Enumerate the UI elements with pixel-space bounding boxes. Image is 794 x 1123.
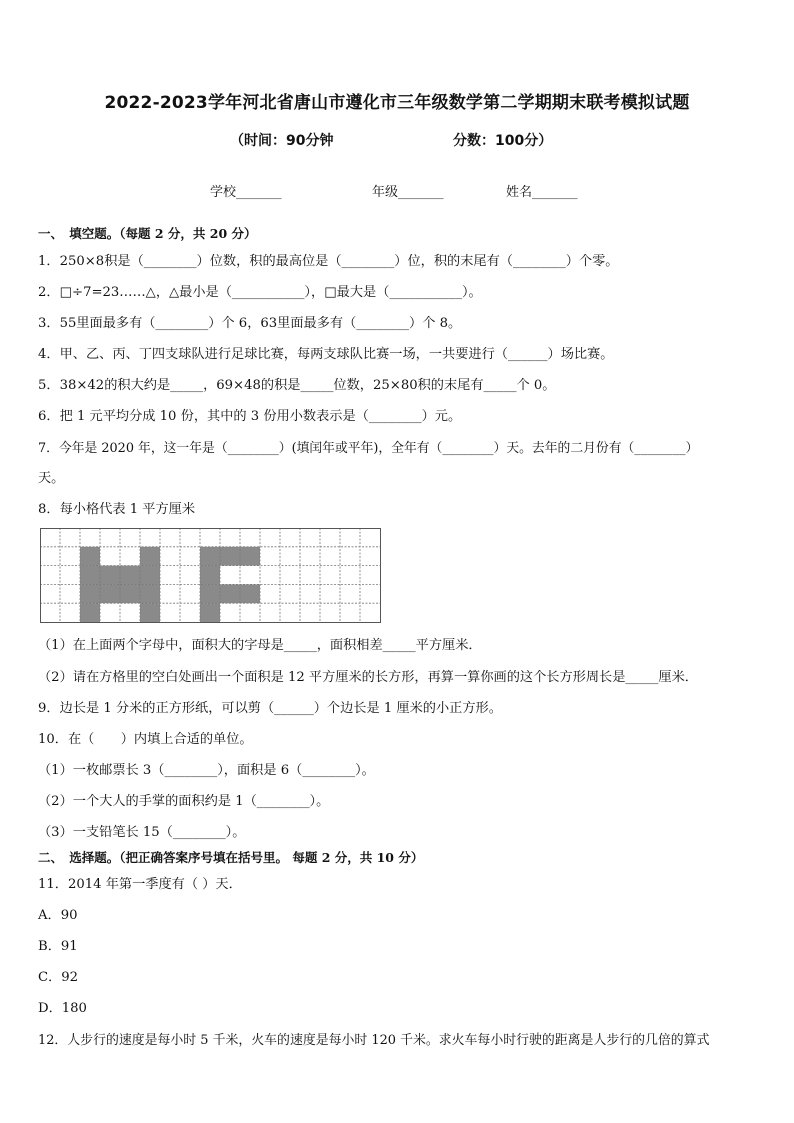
question-10-part-2: （2）一个大人的手掌的面积约是 1（________）。 — [38, 794, 330, 809]
square-grid-figure — [40, 528, 382, 624]
option-d: D．180 — [38, 1001, 87, 1016]
letter-cell — [100, 566, 120, 585]
question-6: 6．把 1 元平均分成 10 份，其中的 3 份用小数表示是（________）元。 — [38, 409, 462, 424]
letter-cell — [120, 566, 140, 585]
school-field: 学校_______ — [210, 185, 282, 200]
name-field: 姓名_______ — [506, 185, 578, 200]
question-8-part-1: （1）在上面两个字母中，面积大的字母是_____，面积相差_____平方厘米． — [38, 638, 482, 653]
section-heading-fill-in: 一、 填空题。（每题 2 分，共 20 分） — [38, 226, 257, 241]
letter-cell — [80, 566, 100, 585]
letter-cell — [140, 603, 160, 622]
exam-score: 分数：100分） — [453, 133, 553, 149]
question-12: 12．人步行的速度是每小时 5 千米，火车的速度是每小时 120 千米。求火车每小时行驶的距离是人步行的几倍的算式 — [38, 1033, 710, 1048]
letter-cell — [200, 603, 220, 622]
question-4: 4．甲、乙、丙、丁四支球队进行足球比赛，每两支球队比赛一场，一共要进行（______）场比赛。 — [38, 347, 614, 362]
question-10-part-1: （1）一枚邮票长 3（________），面积是 6（________）。 — [38, 763, 375, 778]
letter-cell — [120, 584, 140, 603]
option-c: C．92 — [38, 970, 79, 985]
letter-cell — [240, 547, 260, 566]
letter-cell — [200, 584, 220, 603]
question-9: 9．边长是 1 分米的正方形纸，可以剪（______）个边长是 1 厘米的小正方形。 — [38, 701, 502, 716]
letter-cell — [200, 547, 220, 566]
question-7: 7．今年是 2020 年，这一年是（________）(填闰年或平年)，全年有（________）天。去年的二月份有（________） — [38, 441, 699, 456]
question-5: 5．38×42的积大约是_____，69×48的积是_____位数，25×80积的末尾有_____个 0。 — [38, 378, 556, 393]
letter-cell — [140, 584, 160, 603]
letter-cell — [80, 603, 100, 622]
exam-time: （时间：90分钟 — [230, 133, 334, 149]
question-7-continued: 天。 — [38, 471, 65, 486]
question-11: 11．2014 年第一季度有（ ）天． — [38, 877, 242, 892]
grade-field: 年级_______ — [372, 185, 444, 200]
question-10: 10．在（ ）内填上合适的单位。 — [38, 732, 253, 747]
option-b: B．91 — [38, 939, 78, 954]
letter-cell — [80, 584, 100, 603]
letter-cell — [100, 584, 120, 603]
page-title: 2022-2023学年河北省唐山市遵化市三年级数学第二学期期末联考模拟试题 — [104, 93, 690, 113]
letter-cell — [80, 547, 100, 566]
letter-cell — [200, 566, 220, 585]
section-heading-choice: 二、 选择题。（把正确答案序号填在括号里。 每题 2 分，共 10 分） — [38, 850, 424, 865]
option-a: A．90 — [38, 908, 78, 923]
letter-cell — [240, 584, 260, 603]
letter-cell — [220, 584, 240, 603]
letter-cell — [220, 547, 240, 566]
question-10-part-3: （3）一支铅笔长 15（________）。 — [38, 825, 246, 840]
question-3: 3．55里面最多有（________）个 6，63里面最多有（________）个 8。 — [38, 316, 462, 331]
letter-cell — [140, 566, 160, 585]
question-8: 8．每小格代表 1 平方厘米 — [38, 502, 196, 517]
question-2: 2．□÷7=23……△，△最小是（___________），□最大是（___________）。 — [38, 285, 482, 300]
letter-cell — [140, 547, 160, 566]
question-8-part-2: （2）请在方格里的空白处画出一个面积是 12 平方厘米的长方形，再算一算你画的这个长方形周长是_____厘米． — [38, 670, 698, 685]
question-1: 1．250×8积是（________）位数，积的最高位是（________）位，积的末尾有（________）个零。 — [38, 254, 619, 269]
